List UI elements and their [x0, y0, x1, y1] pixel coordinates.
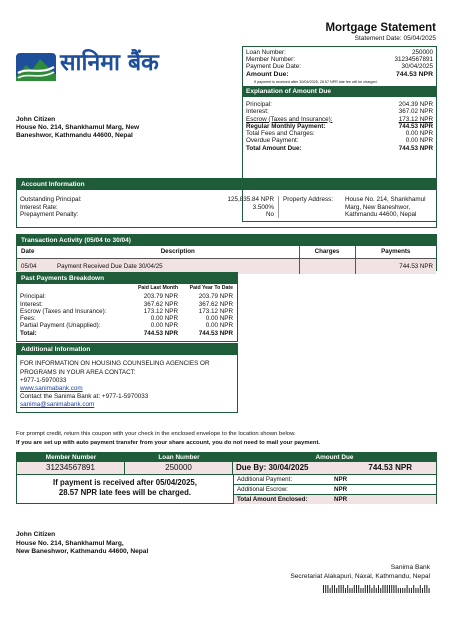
additional-information: Additional Information FOR INFORMATION ON HOUSING COUNSELING AGENCIES OR PROGRAMS IN YOUR AREA CONTACT: +977-1-5970033 www.sanimabank.com Contact the Sanima Bank at: +977-1-5970033 sanima@sanimabank.com: [16, 343, 238, 413]
payment-coupon: Member Number Loan Number Amount Due 31234567891 250000 Due By: 30/04/2025 744.53 NPR If payment is received after 05/04/2025, 28.57 NPR late fees will be charged. Additional Payment: NPR Additional Escrow: NPR Total Amount Enclosed: NPR: [16, 452, 437, 504]
coupon-note: For prompt credit, return this coupon with your check in the enclosed envelope to the location shown below.: [16, 431, 296, 437]
bank-mailing-address: Sanima Bank Secretariat Alakapuri, Naxal, Kathmandu, Nepal: [290, 564, 430, 581]
explanation-rows: [243, 97, 436, 152]
postal-barcode-icon: [323, 585, 431, 593]
statement-date: Statement Date: 05/04/2025: [354, 35, 436, 43]
bank-logo: [16, 52, 186, 82]
customer-address: John Citizen House No. 214, Shankhamul Marg, New Baneshwor, Kathmandu 44600, Nepal: [16, 116, 140, 140]
explanation-row: Overdue Payment: 0.00 NPR: [246, 137, 433, 145]
additional-escrow-field[interactable]: NPR: [334, 486, 348, 493]
statement-title: Mortgage Statement: [325, 22, 436, 34]
website-link[interactable]: www.sanimabank.com: [20, 384, 83, 392]
past-payment-row: Partial Payment (Unapplied): 0.00 NPR 0.00 NPR: [20, 322, 233, 330]
explanation-row: Regular Monthly Payment: 744.53 NPR: [246, 122, 433, 130]
transaction-table: Date Description Charges Payments 05/04 Payment Received Due Date 30/04/25 744.53 NPR: [17, 246, 436, 273]
auto-pay-note: If you are set up with auto payment transfer from your share account, you do not need to mail your payment.: [16, 439, 321, 446]
return-address: John Citizen House No. 214, Shankhamul Marg, New Baneshwor, Kathmandu 44600, Nepal: [16, 531, 149, 556]
table-row: 05/04 Payment Received Due Date 30/04/25 744.53 NPR: [17, 258, 436, 274]
explanation-row: Interest: 367.02 NPR: [246, 108, 433, 116]
transaction-activity: Transaction Activity (05/04 to 30/04) Date Description Charges Payments 05/04 Payment Received Due Date 30/04/25 744.53 NPR: [16, 234, 437, 271]
explanation-row: Escrow (Taxes and Insurance): 173.12 NPR: [246, 115, 433, 123]
explanation-row: Total Amount Due: 744.53 NPR: [246, 144, 433, 152]
total-enclosed-field[interactable]: NPR: [334, 496, 348, 503]
explanation-row: Principal: 204.39 NPR: [246, 101, 433, 109]
email-link[interactable]: sanima@sanimabank.com: [20, 401, 95, 409]
past-payment-row: Principal: 203.79 NPR 203.79 NPR: [20, 293, 233, 301]
past-payment-row: Escrow (Taxes and Insurance): 173.12 NPR 173.12 NPR: [20, 307, 233, 315]
explanation-row: Total Fees and Charges: 0.00 NPR: [246, 130, 433, 138]
late-fee-note: If payment is received after 30/04/2025, 28.57 NPR late fee will be charged.: [254, 79, 378, 84]
loan-summary: Loan Number: 250000 Member Number: 31234567891 Payment Due Date: 30/04/2025 Amount Due: 744.53 NPR If payment is received after 30/04/2025, 28.57 NPR late fee will be charged. Explanation of Amount Due Principal: 204.39 NPR Interest: 367.02 NPR Escrow (Taxes and Insurance): 173.12 NPR Regular Monthly Payment: 744.53 NPR Total Fees and Charges: 0.00 NPR Overdue Payment: 0.00 NPR Total Amount Due: 744.53 NPR: [242, 46, 437, 222]
past-payment-row: Interest: 367.62 NPR 367.62 NPR: [20, 300, 233, 308]
bank-name: सानिमा बैंक: [60, 50, 159, 76]
past-payments-breakdown: Past Payments Breakdown Paid Last Month Paid Year To Date Principal: 203.79 NPR 203.79 NPR Interest: 367.62 NPR 367.62 NPR Escrow (Taxes and Insurance): 173.12 NPR 173.12 NPR Fees: 0.00 NPR 0.00 NPR Partial Payment (Unapplied): 0.00 NPR 0.00 NPR Total: 744.53 NPR 744.53 NPR: [16, 272, 238, 342]
explanation-header: Explanation of Amount Due: [243, 86, 436, 97]
mountain-logo-icon: [16, 53, 56, 81]
past-payment-row: Fees: 0.00 NPR 0.00 NPR: [20, 315, 233, 323]
account-information: Account Information Outstanding Principal: 125,835.84 NPR Interest Rate: 3.500% Prepayment Penalty: No Property Address: House No. 214, Shankhamul Marg, New Baneshwor, Kathmandu 44600, Nepal: [16, 178, 437, 228]
past-payment-row: Total: 744.53 NPR 744.53 NPR: [20, 329, 233, 337]
additional-payment-field[interactable]: NPR: [334, 476, 348, 483]
